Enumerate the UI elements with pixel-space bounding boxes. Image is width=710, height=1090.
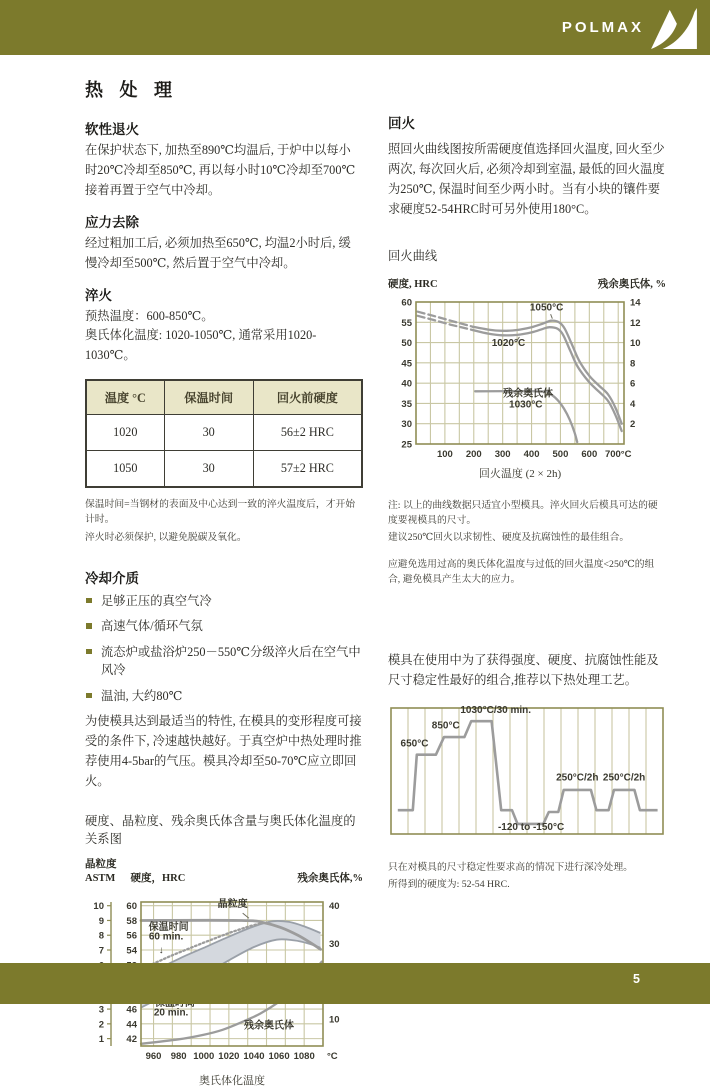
svg-text:1050°C: 1050°C: [529, 302, 564, 314]
svg-text:42: 42: [126, 1033, 137, 1045]
soft-annealing-heading: 软性退火: [85, 122, 139, 137]
svg-text:60: 60: [126, 900, 137, 912]
list-item: [85, 643, 363, 680]
svg-text:200: 200: [465, 448, 482, 460]
curve-note-1: 注: 以上的曲线数据只适宜小型模具。淬火回火后模具可达的硬度要视模具的尺寸。: [388, 499, 658, 526]
bullet-square-icon: [86, 649, 92, 655]
svg-text:40: 40: [329, 900, 340, 912]
svg-text:9: 9: [98, 915, 104, 927]
cell-temp: 1050: [86, 451, 164, 488]
bullet-text: 流态炉或盐浴炉250－550℃分级淬火后在空气中风冷: [101, 644, 361, 678]
svg-text:1080: 1080: [293, 1050, 315, 1062]
svg-text:100: 100: [436, 448, 453, 460]
preheat-line: 预热温度：600-850℃。: [85, 308, 214, 323]
cell-temp: 1020: [86, 415, 164, 451]
table-note-1: 保温时间=当钢材的表面及中心达到一致的淬火温度后，才开始计时。: [85, 499, 356, 526]
svg-text:700°C: 700°C: [604, 448, 632, 460]
svg-text:60: 60: [401, 297, 412, 309]
tempering-curve-label: 回火曲线: [388, 248, 438, 263]
svg-text:12: 12: [630, 317, 641, 329]
svg-text:35: 35: [401, 398, 412, 410]
svg-text:600: 600: [581, 448, 598, 460]
col-header-holding-time: 保温时间: [164, 380, 253, 415]
cell-time: 30: [164, 451, 253, 488]
svg-text:400: 400: [523, 448, 540, 460]
col-header-hardness: 回火前硬度: [253, 380, 362, 415]
hardness-axis-label: 硬度，HRC: [130, 872, 186, 884]
col-header-temperature: 温度 °C: [86, 380, 164, 415]
process-caption-2: 所得到的硬度为: 52-54 HRC.: [388, 879, 510, 891]
svg-text:晶粒度: 晶粒度: [217, 898, 248, 910]
svg-text:8: 8: [98, 930, 104, 942]
axis-label-text: ASTM: [85, 872, 116, 884]
svg-text:残余奥氏体: 残余奥氏体: [244, 1019, 295, 1031]
stress-relief-heading: 应力去除: [85, 214, 139, 230]
retained-austenite-axis-label: 残余奥氏体,%: [297, 872, 363, 884]
header-bar: [0, 0, 710, 55]
bullet-text: 足够正压的真空气冷: [101, 593, 212, 608]
svg-text:30: 30: [401, 418, 412, 430]
table-row: [86, 415, 362, 451]
cooling-heading: 冷却介质: [85, 570, 139, 586]
svg-text:保温时间: 保温时间: [148, 921, 189, 933]
svg-text:2: 2: [630, 418, 636, 430]
curve-note-2: 建议250℃回火以求韧性、硬度及抗腐蚀性的最佳组合。: [388, 531, 630, 543]
svg-text:25: 25: [401, 439, 412, 451]
bullet-square-icon: [86, 598, 92, 604]
tempering-chart-axis-headers: [388, 276, 666, 291]
list-item: [85, 617, 363, 635]
svg-text:1: 1: [98, 1033, 104, 1045]
svg-text:↓: ↓: [158, 944, 164, 956]
process-caption-1: 只在对模具的尺寸稳定性要求高的情况下进行深冷处理。: [388, 862, 633, 874]
svg-text:250°C/2h: 250°C/2h: [556, 772, 599, 784]
svg-text:50: 50: [401, 337, 412, 349]
cell-hardness: 57±2 HRC: [253, 451, 362, 488]
svg-text:-120 to -150°C: -120 to -150°C: [497, 822, 565, 834]
svg-text:850°C: 850°C: [431, 720, 460, 732]
svg-text:1020°C: 1020°C: [491, 337, 526, 349]
svg-text:4: 4: [630, 398, 636, 410]
svg-text:300: 300: [494, 448, 511, 460]
grain-size-axis-label: [85, 858, 117, 884]
svg-text:1000: 1000: [193, 1050, 215, 1062]
svg-text:8: 8: [630, 357, 636, 369]
quench-table-header-row: [86, 380, 362, 415]
svg-text:56: 56: [126, 930, 137, 942]
svg-text:500: 500: [552, 448, 569, 460]
tempering-heading: 回火: [388, 116, 415, 131]
brand-wordmark: POLMAX: [561, 19, 644, 36]
svg-text:58: 58: [126, 915, 137, 927]
cooling-body: 为使模具达到最适当的特性, 在模具的变形程度可接受的条件下, 冷速越快越好。于真空炉中热处理时推荐使用4-5bar的气压。模具冷却至50-70℃应立即回火。: [85, 713, 362, 788]
quench-table: [85, 379, 363, 488]
svg-text:2: 2: [98, 1019, 104, 1031]
retained-austenite-axis-label: 残余奥氏体, %: [597, 278, 666, 290]
svg-text:10: 10: [329, 1014, 340, 1026]
heat-treatment-process-chart: [388, 703, 666, 853]
svg-text:奥氏体化温度: 奥氏体化温度: [199, 1074, 265, 1087]
process-intro: 模具在使用中为了获得强度、硬度、抗腐蚀性能及尺寸稳定性最好的组合,推荐以下热处理工艺。: [388, 653, 659, 688]
quench-heading: 淬火: [85, 287, 112, 303]
svg-text:3: 3: [98, 1004, 104, 1016]
hardness-axis-label: 硬度, HRC: [388, 278, 438, 290]
polmax-mountain-logo-icon: [648, 7, 700, 49]
svg-text:6: 6: [630, 378, 636, 390]
svg-text:14: 14: [630, 297, 641, 309]
svg-text:回火温度 (2 × 2h): 回火温度 (2 × 2h): [478, 467, 562, 480]
svg-text:°C: °C: [327, 1050, 338, 1062]
left-column: [85, 76, 363, 1090]
svg-text:1030°C/30 min.: 1030°C/30 min.: [460, 705, 532, 717]
svg-text:60 min.: 60 min.: [148, 931, 184, 943]
svg-text:960: 960: [145, 1050, 162, 1062]
svg-text:10: 10: [93, 900, 104, 912]
svg-text:1040: 1040: [243, 1050, 265, 1062]
svg-text:650°C: 650°C: [400, 738, 429, 750]
curve-note-3: 应避免选用过高的奥氏体化温度与过低的回火温度<250℃的组合, 避免模具产生太大的应力。: [388, 559, 655, 586]
svg-text:1060: 1060: [268, 1050, 290, 1062]
svg-text:40: 40: [401, 378, 412, 390]
svg-text:44: 44: [126, 1019, 137, 1031]
table-note-2: 淬火时必须保护, 以避免脱碳及氧化。: [85, 531, 247, 543]
austenitizing-chart-title: 硬度、晶粒度、残余奥氏体含量与奥氏体化温度的关系图: [85, 813, 356, 847]
bullet-square-icon: [86, 623, 92, 629]
svg-text:980: 980: [170, 1050, 187, 1062]
list-item: [85, 687, 363, 705]
austenitizing-chart-axis-headers: [85, 858, 363, 884]
cell-time: 30: [164, 415, 253, 451]
bullet-text: 高速气体/循环气氛: [101, 619, 203, 634]
tempering-body: 照回火曲线图按所需硬度值选择回火温度, 回火至少两次, 每次回火后, 必须冷却到室温, 最低的回火温度为250℃, 保温时间至少两小时。当有小块的镶件要求硬度52-54HRC时可另外使用180°C。: [388, 142, 665, 216]
svg-text:10: 10: [630, 337, 641, 349]
tempering-curve-chart: [388, 294, 666, 484]
bullet-text: 温油, 大约80℃: [101, 688, 183, 703]
page-title: 热 处 理: [85, 80, 178, 100]
process-caption-block: [388, 860, 666, 892]
svg-text:54: 54: [126, 945, 137, 957]
bullet-square-icon: [86, 693, 92, 699]
svg-text:46: 46: [126, 1004, 137, 1016]
right-column: [388, 112, 666, 895]
page-number: 5: [633, 972, 640, 986]
table-row: [86, 451, 362, 488]
svg-text:1020: 1020: [218, 1050, 240, 1062]
austenitizing-line: 奥氏体化温度: 1020-1050℃, 通常采用1020-1030℃。: [85, 328, 317, 363]
svg-text:7: 7: [98, 945, 104, 957]
svg-text:30: 30: [329, 938, 340, 950]
svg-text:20 min.: 20 min.: [153, 1007, 189, 1019]
cooling-bullet-list: [85, 592, 363, 705]
stress-relief-body: 经过粗加工后, 必须加热至650℃, 均温2小时后, 缓慢冷却至500℃, 然后置于空气中冷却。: [85, 235, 351, 270]
svg-text:1030°C: 1030°C: [509, 399, 543, 411]
svg-text:55: 55: [401, 317, 412, 329]
svg-text:残余奥氏体: 残余奥氏体: [503, 388, 554, 400]
svg-text:45: 45: [401, 357, 412, 369]
list-item: [85, 592, 363, 610]
soft-annealing-body: 在保护状态下, 加热至890℃均温后, 于炉中以每小时20℃冷却至850℃, 再以每小时10℃冷却至700℃接着再置于空气中冷却。: [85, 143, 356, 197]
svg-text:250°C/2h: 250°C/2h: [602, 772, 646, 784]
curve-notes-block: [388, 498, 666, 588]
axis-label-text: 晶粒度: [85, 859, 117, 871]
cell-hardness: 56±2 HRC: [253, 415, 362, 451]
footer-bar: [0, 963, 710, 1004]
